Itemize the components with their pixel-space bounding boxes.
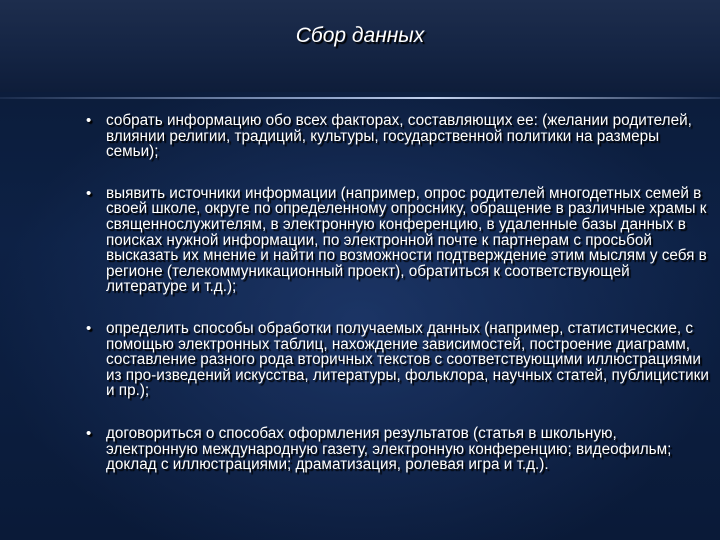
title-band	[0, 0, 720, 92]
title-divider	[0, 97, 720, 99]
bullet-item	[86, 321, 712, 399]
bullet-dot-icon: •	[86, 319, 92, 337]
bullet-text: собрать информацию обо всех факторах, составляющих ее: (желании родителей, влиянии религии, традиций, культуры, государственной политики на размеры семьи);	[106, 112, 692, 161]
bullet-text: договориться о способах оформления результатов (статья в школьную, электронную международную газету, электронную конференцию; видеофильм; доклад с иллюстрациями; драматизация, ролевая игра и т.д.).	[106, 424, 672, 474]
bullet-item	[86, 426, 712, 473]
slide-title: Сбор данных	[295, 24, 425, 47]
bullet-dot-icon: •	[86, 184, 92, 202]
bullet-dot-icon: •	[86, 424, 92, 442]
bullet-dot-icon: •	[86, 112, 92, 129]
bullet-text: определить способы обработки получаемых данных (например, статистические, с помощью электронных таблиц, нахождение зависимостей, построение диаграмм, составление разного рода вторичных текстов с соответствующими иллюстрациями из про-изведений искусства, литературы, фольклора, научных статей, публицистики и пр.);	[106, 319, 709, 400]
bullet-text: выявить источники информации (например, опрос родителей многодетных семей в своей школе, округе по определенному опроснику, обращение в различные храмы к священнослужителям, в электронную конференцию, в удаленные базы данных в поисках нужной информации, по электронной почте к партнерам с просьбой высказать их мнение и найти по возможности подтверждение этим мыслям у себя в регионе (телекоммуникационный проект), обратиться к соответствующей литературе и т.д.);	[106, 184, 707, 296]
bullet-item	[86, 186, 712, 295]
bullet-item	[86, 113, 712, 160]
bullet-list	[86, 113, 712, 473]
